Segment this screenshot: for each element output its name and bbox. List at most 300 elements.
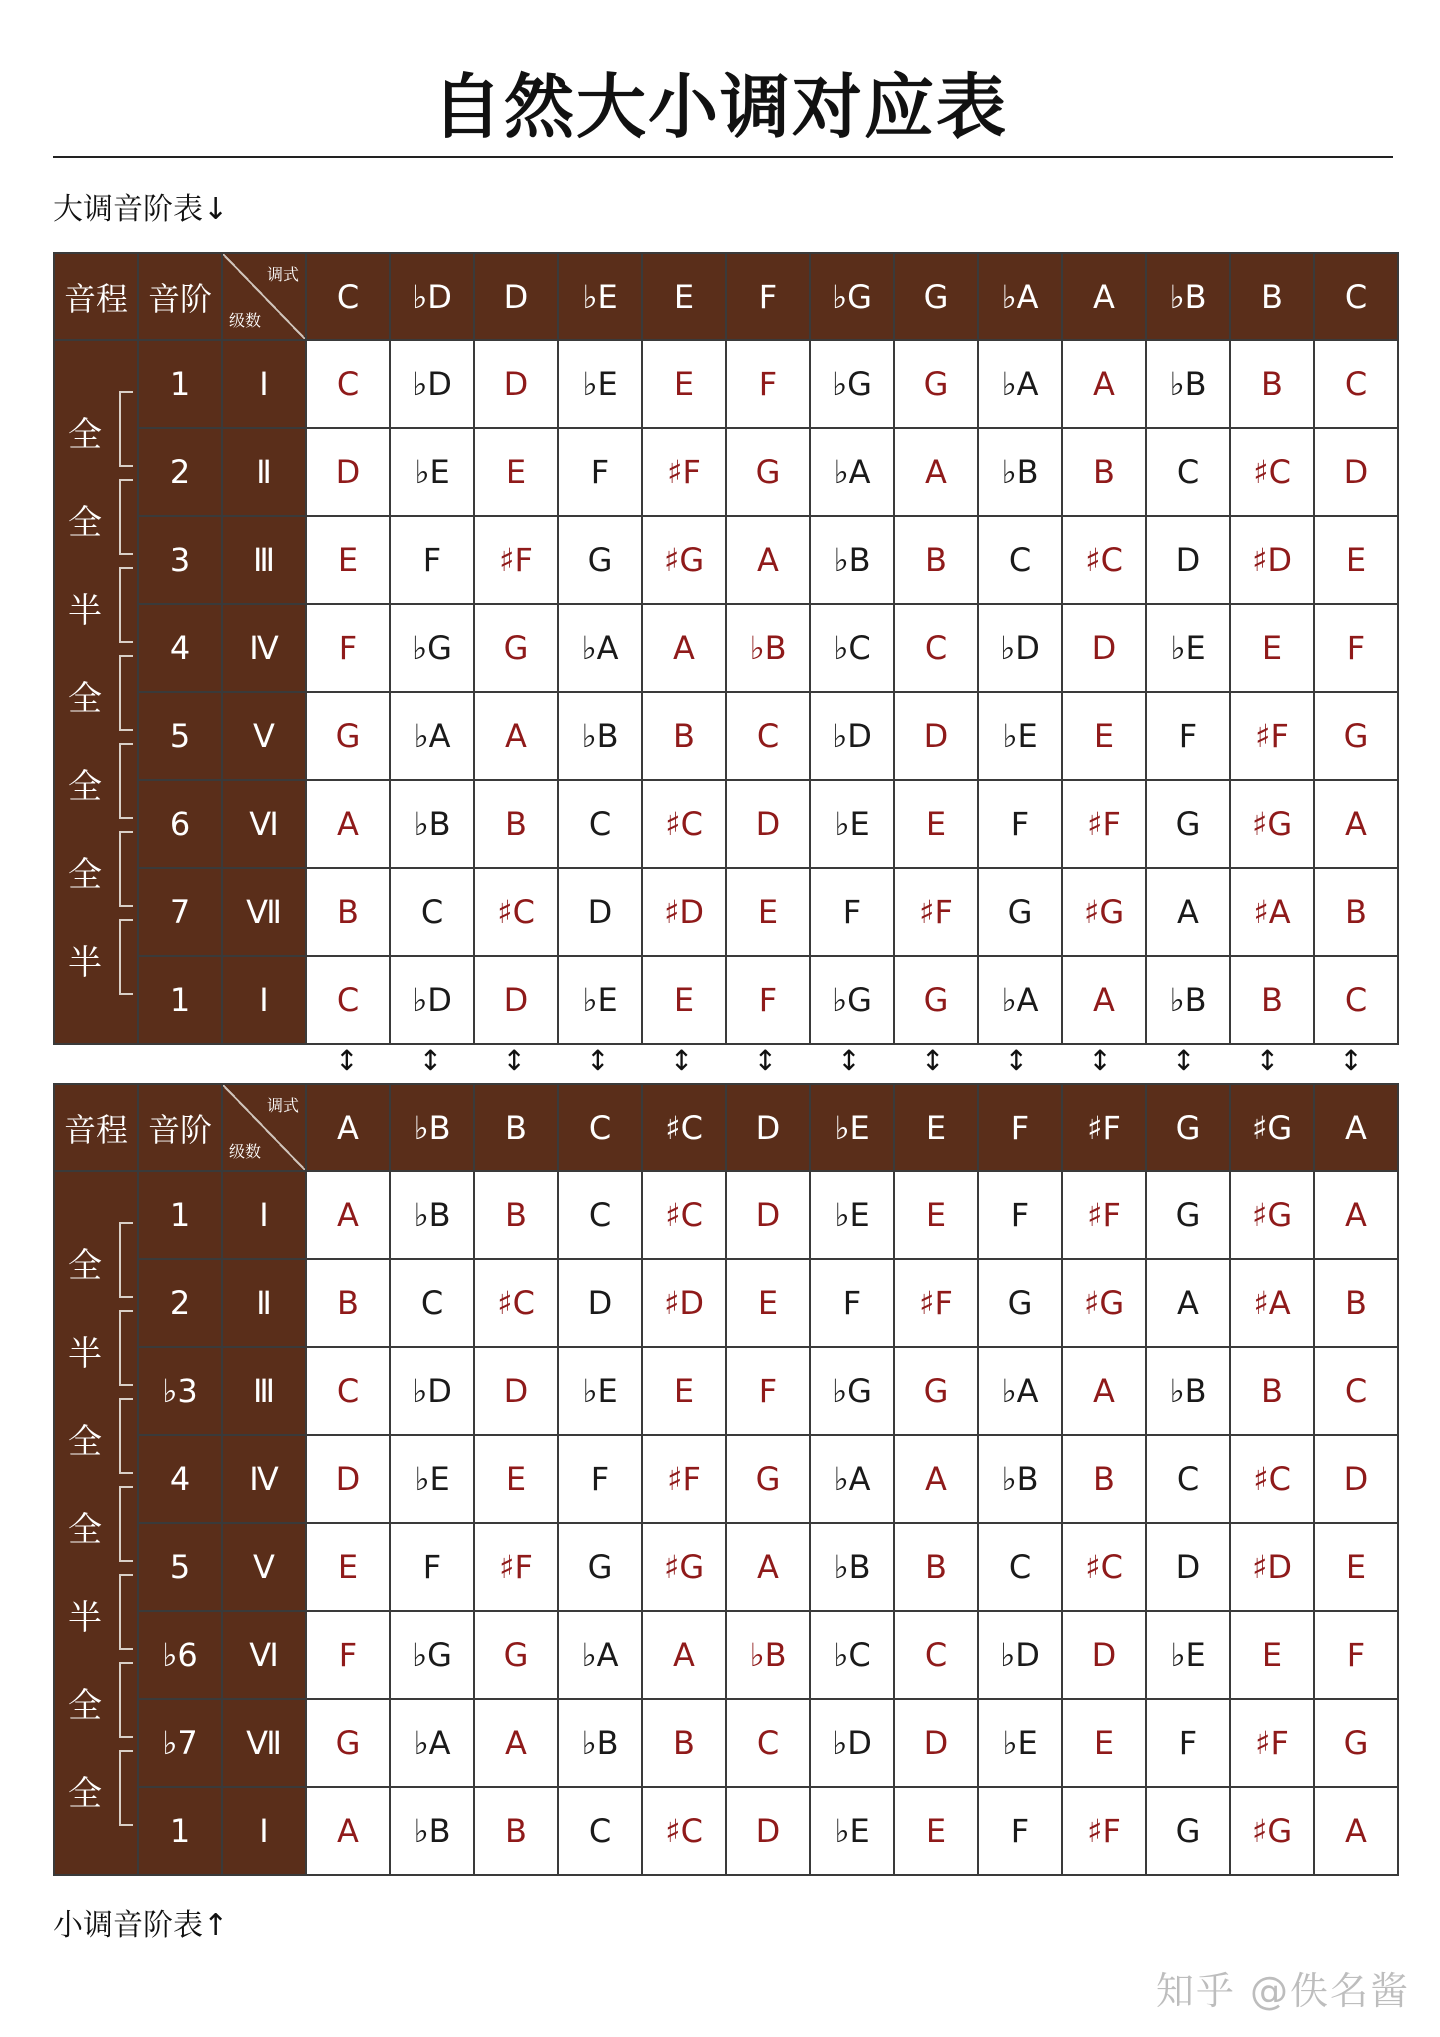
major-note-cell: C — [726, 692, 810, 780]
interval-bracket — [119, 831, 133, 907]
minor-note-cell: C — [390, 1259, 474, 1347]
minor-note-cell: ♭A — [390, 1699, 474, 1787]
minor-note-cell: B — [894, 1523, 978, 1611]
interval-step-label: 全 — [68, 1510, 102, 1550]
major-note-cell: ♯C — [1062, 516, 1146, 604]
minor-note-cell: ♯D — [642, 1259, 726, 1347]
minor-note-cell: ♯F — [642, 1435, 726, 1523]
major-note-cell: ♭E — [1146, 604, 1230, 692]
interval-bracket — [119, 919, 133, 995]
major-note-cell: ♯F — [1230, 692, 1314, 780]
correspondence-arrow: ↕ — [753, 1044, 778, 1077]
minor-note-cell: D — [894, 1699, 978, 1787]
interval-step-label: 全 — [68, 679, 102, 719]
minor-note-cell: ♯G — [1230, 1787, 1314, 1875]
minor-note-cell: E — [1062, 1699, 1146, 1787]
minor-note-cell: F — [978, 1787, 1062, 1875]
major-note-cell: D — [1314, 428, 1398, 516]
interval-step-label: 半 — [68, 591, 102, 631]
major-note-cell: F — [810, 868, 894, 956]
correspondence-arrow: ↕ — [669, 1044, 694, 1077]
major-note-cell: A — [642, 604, 726, 692]
minor-note-cell: C — [1146, 1435, 1230, 1523]
major-table-row — [54, 956, 1398, 1044]
key-corner-label: 调式 — [266, 1096, 299, 1115]
watermark: 知乎 @佚名酱 — [1155, 1969, 1410, 2013]
minor-note-cell: A — [474, 1699, 558, 1787]
minor-note-cell: F — [558, 1435, 642, 1523]
major-note-cell: F — [1314, 604, 1398, 692]
major-note-cell: ♭D — [978, 604, 1062, 692]
major-roman-cell: Ⅴ — [222, 692, 306, 780]
minor-roman-cell: Ⅵ — [222, 1611, 306, 1699]
major-degree-cell: 4 — [138, 604, 222, 692]
minor-note-cell: C — [1314, 1347, 1398, 1435]
correspondence-arrow: ↕ — [920, 1044, 945, 1077]
major-header-row — [54, 253, 1398, 340]
major-note-cell: C — [894, 604, 978, 692]
major-note-cell: A — [1062, 956, 1146, 1044]
interval-step-label: 全 — [68, 1774, 102, 1814]
major-note-cell: ♭A — [978, 340, 1062, 428]
minor-note-cell: ♯F — [894, 1259, 978, 1347]
major-roman-cell: Ⅳ — [222, 604, 306, 692]
corner-header — [222, 1084, 306, 1171]
major-note-cell: F — [558, 428, 642, 516]
degree-corner-label: 级数 — [229, 1142, 262, 1161]
interval-bracket — [119, 1398, 133, 1474]
minor-note-cell: ♭B — [978, 1435, 1062, 1523]
interval-header: 音程 — [54, 1084, 138, 1171]
minor-note-cell: D — [726, 1171, 810, 1259]
minor-note-cell: ♭E — [1146, 1611, 1230, 1699]
major-note-cell: A — [306, 780, 390, 868]
correspondence-arrow: ↕ — [1339, 1044, 1363, 1077]
minor-note-cell: E — [642, 1347, 726, 1435]
minor-table-row — [54, 1523, 1398, 1611]
major-note-cell: ♯G — [642, 516, 726, 604]
minor-key-header: D — [726, 1084, 810, 1171]
major-note-cell: ♯G — [1062, 868, 1146, 956]
minor-note-cell: D — [558, 1259, 642, 1347]
major-note-cell: G — [726, 428, 810, 516]
interval-bracket — [119, 391, 133, 467]
minor-note-cell: ♯D — [1230, 1523, 1314, 1611]
minor-note-cell: ♯G — [1062, 1259, 1146, 1347]
interval-step-label: 半 — [68, 1334, 102, 1374]
major-note-cell: ♭B — [978, 428, 1062, 516]
major-note-cell: ♭B — [1146, 340, 1230, 428]
minor-note-cell: ♭G — [810, 1347, 894, 1435]
corner-header — [222, 253, 306, 340]
major-note-cell: A — [726, 516, 810, 604]
major-note-cell: G — [1146, 780, 1230, 868]
minor-note-cell: ♭B — [810, 1523, 894, 1611]
minor-note-cell: D — [1314, 1435, 1398, 1523]
major-note-cell: C — [1146, 428, 1230, 516]
minor-degree-cell: ♭3 — [138, 1347, 222, 1435]
interval-bracket — [119, 1662, 133, 1738]
major-note-cell: C — [978, 516, 1062, 604]
minor-roman-cell: Ⅲ — [222, 1347, 306, 1435]
minor-degree-cell: ♭7 — [138, 1699, 222, 1787]
interval-bracket — [119, 1750, 133, 1826]
minor-note-cell: B — [1314, 1259, 1398, 1347]
minor-key-header: B — [474, 1084, 558, 1171]
major-note-cell: G — [894, 956, 978, 1044]
minor-note-cell: ♯F — [1230, 1699, 1314, 1787]
minor-note-cell: C — [978, 1523, 1062, 1611]
major-table-row — [54, 868, 1398, 956]
minor-note-cell: ♭B — [726, 1611, 810, 1699]
interval-step-label: 全 — [68, 1246, 102, 1286]
major-note-cell: ♯D — [1230, 516, 1314, 604]
interval-bracket — [119, 743, 133, 819]
correspondence-arrow: ↕ — [502, 1044, 526, 1077]
major-note-cell: E — [306, 516, 390, 604]
minor-note-cell: B — [1230, 1347, 1314, 1435]
minor-note-cell: G — [1314, 1699, 1398, 1787]
minor-note-cell: D — [1146, 1523, 1230, 1611]
major-note-cell: B — [642, 692, 726, 780]
minor-note-cell: E — [726, 1259, 810, 1347]
major-note-cell: F — [306, 604, 390, 692]
interval-bracket — [119, 1222, 133, 1298]
major-note-cell: ♭G — [810, 340, 894, 428]
minor-note-cell: D — [474, 1347, 558, 1435]
minor-note-cell: ♯F — [1062, 1171, 1146, 1259]
minor-scale-table — [53, 1083, 1399, 1876]
major-note-cell: ♯C — [1230, 428, 1314, 516]
interval-step-label: 半 — [68, 1598, 102, 1638]
minor-note-cell: G — [1146, 1171, 1230, 1259]
minor-note-cell: ♯C — [1230, 1435, 1314, 1523]
minor-note-cell: ♭D — [810, 1699, 894, 1787]
minor-note-cell: G — [558, 1523, 642, 1611]
major-key-header: C — [1314, 253, 1398, 340]
major-table-row — [54, 428, 1398, 516]
minor-caption: 小调音阶表↑ — [53, 1908, 229, 1943]
minor-roman-cell: Ⅶ — [222, 1699, 306, 1787]
major-note-cell: A — [1146, 868, 1230, 956]
major-note-cell: G — [978, 868, 1062, 956]
minor-note-cell: B — [306, 1259, 390, 1347]
major-note-cell: A — [1062, 340, 1146, 428]
major-degree-cell: 1 — [138, 340, 222, 428]
minor-note-cell: ♯F — [1062, 1787, 1146, 1875]
minor-note-cell: ♯C — [642, 1787, 726, 1875]
correspondence-arrow: ↕ — [586, 1044, 610, 1077]
minor-note-cell: B — [474, 1171, 558, 1259]
minor-note-cell: ♯G — [1230, 1171, 1314, 1259]
major-note-cell: C — [1314, 340, 1398, 428]
major-note-cell: C — [390, 868, 474, 956]
major-note-cell: E — [642, 340, 726, 428]
major-table-row — [54, 780, 1398, 868]
minor-key-header: ♭B — [390, 1084, 474, 1171]
major-key-header: A — [1062, 253, 1146, 340]
major-degree-cell: 1 — [138, 956, 222, 1044]
interval-header: 音程 — [54, 253, 138, 340]
major-note-cell: C — [306, 956, 390, 1044]
minor-note-cell: ♯C — [1062, 1523, 1146, 1611]
interval-bracket — [119, 655, 133, 731]
major-interval-column — [54, 340, 138, 1044]
major-note-cell: ♭B — [810, 516, 894, 604]
minor-note-cell: ♭C — [810, 1611, 894, 1699]
major-note-cell: E — [1314, 516, 1398, 604]
minor-note-cell: ♭E — [810, 1171, 894, 1259]
major-note-cell: G — [894, 340, 978, 428]
major-note-cell: D — [558, 868, 642, 956]
minor-roman-cell: Ⅰ — [222, 1787, 306, 1875]
interval-bracket — [119, 1486, 133, 1562]
major-note-cell: B — [1230, 340, 1314, 428]
major-note-cell: ♯C — [642, 780, 726, 868]
major-note-cell: E — [642, 956, 726, 1044]
minor-roman-cell: Ⅴ — [222, 1523, 306, 1611]
major-note-cell: D — [1146, 516, 1230, 604]
scale-degree-header: 音阶 — [138, 253, 222, 340]
minor-degree-cell: ♭6 — [138, 1611, 222, 1699]
major-note-cell: G — [1314, 692, 1398, 780]
minor-note-cell: D — [306, 1435, 390, 1523]
major-note-cell: B — [1314, 868, 1398, 956]
minor-note-cell: A — [726, 1523, 810, 1611]
minor-note-cell: G — [306, 1699, 390, 1787]
interval-step-label: 全 — [68, 415, 102, 455]
minor-roman-cell: Ⅱ — [222, 1259, 306, 1347]
major-note-cell: ♯F — [474, 516, 558, 604]
minor-table-row — [54, 1611, 1398, 1699]
major-key-header: D — [474, 253, 558, 340]
minor-note-cell: F — [1146, 1699, 1230, 1787]
minor-note-cell: B — [1062, 1435, 1146, 1523]
major-note-cell: ♭E — [978, 692, 1062, 780]
major-note-cell: ♭B — [390, 780, 474, 868]
minor-note-cell: C — [894, 1611, 978, 1699]
minor-table-row — [54, 1787, 1398, 1875]
minor-note-cell: ♭A — [978, 1347, 1062, 1435]
major-note-cell: ♯G — [1230, 780, 1314, 868]
minor-key-header: ♯C — [642, 1084, 726, 1171]
interval-step-label: 全 — [68, 503, 102, 543]
major-note-cell: B — [1230, 956, 1314, 1044]
minor-roman-cell: Ⅳ — [222, 1435, 306, 1523]
major-note-cell: F — [726, 956, 810, 1044]
minor-note-cell: A — [1314, 1171, 1398, 1259]
minor-note-cell: G — [726, 1435, 810, 1523]
major-note-cell: F — [390, 516, 474, 604]
minor-degree-cell: 2 — [138, 1259, 222, 1347]
major-note-cell: ♭E — [558, 956, 642, 1044]
major-note-cell: C — [558, 780, 642, 868]
major-note-cell: D — [474, 340, 558, 428]
major-note-cell: E — [1062, 692, 1146, 780]
minor-note-cell: F — [810, 1259, 894, 1347]
minor-key-header: G — [1146, 1084, 1230, 1171]
minor-note-cell: A — [306, 1171, 390, 1259]
minor-table-row — [54, 1259, 1398, 1347]
minor-note-cell: E — [306, 1523, 390, 1611]
major-note-cell: ♭E — [810, 780, 894, 868]
major-note-cell: ♭A — [978, 956, 1062, 1044]
minor-table-row — [54, 1171, 1398, 1259]
minor-note-cell: ♯A — [1230, 1259, 1314, 1347]
major-key-header: ♭D — [390, 253, 474, 340]
major-note-cell: G — [558, 516, 642, 604]
minor-table-row — [54, 1435, 1398, 1523]
minor-note-cell: F — [726, 1347, 810, 1435]
major-note-cell: ♭A — [558, 604, 642, 692]
major-note-cell: ♭B — [726, 604, 810, 692]
minor-note-cell: ♯F — [474, 1523, 558, 1611]
minor-note-cell: E — [1314, 1523, 1398, 1611]
major-note-cell: ♭B — [1146, 956, 1230, 1044]
minor-note-cell: G — [894, 1347, 978, 1435]
major-degree-cell: 6 — [138, 780, 222, 868]
minor-interval-column — [54, 1171, 138, 1875]
interval-step-label: 全 — [68, 1422, 102, 1462]
minor-note-cell: F — [306, 1611, 390, 1699]
major-note-cell: ♯A — [1230, 868, 1314, 956]
correspondence-arrow: ↕ — [418, 1044, 443, 1077]
major-key-header: B — [1230, 253, 1314, 340]
correspondence-arrow: ↕ — [1088, 1044, 1112, 1077]
minor-note-cell: G — [474, 1611, 558, 1699]
major-note-cell: C — [1314, 956, 1398, 1044]
minor-degree-cell: 4 — [138, 1435, 222, 1523]
minor-note-cell: B — [474, 1787, 558, 1875]
interval-step-label: 全 — [68, 855, 102, 895]
major-note-cell: ♯F — [642, 428, 726, 516]
minor-key-header: ♭E — [810, 1084, 894, 1171]
minor-note-cell: ♯C — [642, 1171, 726, 1259]
minor-note-cell: G — [1146, 1787, 1230, 1875]
major-note-cell: ♭D — [810, 692, 894, 780]
major-note-cell: E — [894, 780, 978, 868]
minor-note-cell: E — [1230, 1611, 1314, 1699]
major-note-cell: D — [726, 780, 810, 868]
scale-degree-header: 音阶 — [138, 1084, 222, 1171]
minor-note-cell: E — [894, 1171, 978, 1259]
major-note-cell: ♯F — [894, 868, 978, 956]
major-note-cell: A — [474, 692, 558, 780]
minor-degree-cell: 1 — [138, 1171, 222, 1259]
correspondence-arrows — [305, 1040, 1393, 1082]
major-note-cell: ♭B — [558, 692, 642, 780]
minor-note-cell: ♭D — [978, 1611, 1062, 1699]
major-degree-cell: 7 — [138, 868, 222, 956]
major-note-cell: F — [978, 780, 1062, 868]
major-note-cell: ♭G — [390, 604, 474, 692]
minor-note-cell: D — [726, 1787, 810, 1875]
minor-note-cell: A — [1062, 1347, 1146, 1435]
correspondence-arrow: ↕ — [1255, 1044, 1280, 1077]
major-note-cell: ♯F — [1062, 780, 1146, 868]
major-note-cell: ♭C — [810, 604, 894, 692]
minor-note-cell: ♭E — [558, 1347, 642, 1435]
major-key-header: ♭E — [558, 253, 642, 340]
minor-note-cell: A — [1146, 1259, 1230, 1347]
major-scale-table — [53, 252, 1399, 1045]
major-note-cell: ♭A — [390, 692, 474, 780]
major-note-cell: D — [306, 428, 390, 516]
minor-roman-cell: Ⅰ — [222, 1171, 306, 1259]
major-roman-cell: Ⅰ — [222, 340, 306, 428]
correspondence-arrow: ↕ — [837, 1044, 861, 1077]
correspondence-arrow: ↕ — [1172, 1044, 1196, 1077]
minor-note-cell: D — [1062, 1611, 1146, 1699]
major-note-cell: ♯D — [642, 868, 726, 956]
minor-note-cell: ♭B — [390, 1171, 474, 1259]
minor-note-cell: B — [642, 1699, 726, 1787]
minor-note-cell: F — [1314, 1611, 1398, 1699]
major-roman-cell: Ⅲ — [222, 516, 306, 604]
major-note-cell: G — [474, 604, 558, 692]
minor-key-header: E — [894, 1084, 978, 1171]
minor-note-cell: C — [726, 1699, 810, 1787]
major-note-cell: D — [1062, 604, 1146, 692]
minor-key-header: A — [1314, 1084, 1398, 1171]
major-roman-cell: Ⅵ — [222, 780, 306, 868]
minor-table-row — [54, 1347, 1398, 1435]
major-degree-cell: 3 — [138, 516, 222, 604]
minor-degree-cell: 1 — [138, 1787, 222, 1875]
major-note-cell: F — [726, 340, 810, 428]
minor-note-cell: ♯C — [474, 1259, 558, 1347]
minor-note-cell: C — [558, 1787, 642, 1875]
minor-note-cell: ♭B — [390, 1787, 474, 1875]
minor-note-cell: G — [978, 1259, 1062, 1347]
minor-key-header: A — [306, 1084, 390, 1171]
minor-key-header: ♯F — [1062, 1084, 1146, 1171]
minor-note-cell: ♯G — [642, 1523, 726, 1611]
major-note-cell: B — [306, 868, 390, 956]
major-note-cell: E — [474, 428, 558, 516]
interval-bracket — [119, 1310, 133, 1386]
interval-bracket — [119, 479, 133, 555]
degree-corner-label: 级数 — [229, 311, 262, 330]
major-table-row — [54, 692, 1398, 780]
major-key-header: E — [642, 253, 726, 340]
major-note-cell: E — [726, 868, 810, 956]
major-note-cell: ♭E — [558, 340, 642, 428]
major-roman-cell: Ⅰ — [222, 956, 306, 1044]
minor-note-cell: A — [1314, 1787, 1398, 1875]
major-note-cell: ♭D — [390, 340, 474, 428]
major-note-cell: ♭A — [810, 428, 894, 516]
minor-key-header: ♯G — [1230, 1084, 1314, 1171]
minor-key-header: F — [978, 1084, 1062, 1171]
major-note-cell: E — [1230, 604, 1314, 692]
minor-note-cell: ♭E — [810, 1787, 894, 1875]
minor-note-cell: ♭G — [390, 1611, 474, 1699]
correspondence-arrow: ↕ — [335, 1044, 359, 1077]
minor-degree-cell: 5 — [138, 1523, 222, 1611]
correspondence-arrow: ↕ — [1004, 1044, 1029, 1077]
major-degree-cell: 5 — [138, 692, 222, 780]
major-key-header: ♭A — [978, 253, 1062, 340]
major-note-cell: B — [894, 516, 978, 604]
minor-note-cell: A — [894, 1435, 978, 1523]
major-note-cell: ♭G — [810, 956, 894, 1044]
minor-note-cell: E — [474, 1435, 558, 1523]
minor-header-row — [54, 1084, 1398, 1171]
minor-note-cell: F — [978, 1171, 1062, 1259]
major-note-cell: A — [894, 428, 978, 516]
major-key-header: F — [726, 253, 810, 340]
